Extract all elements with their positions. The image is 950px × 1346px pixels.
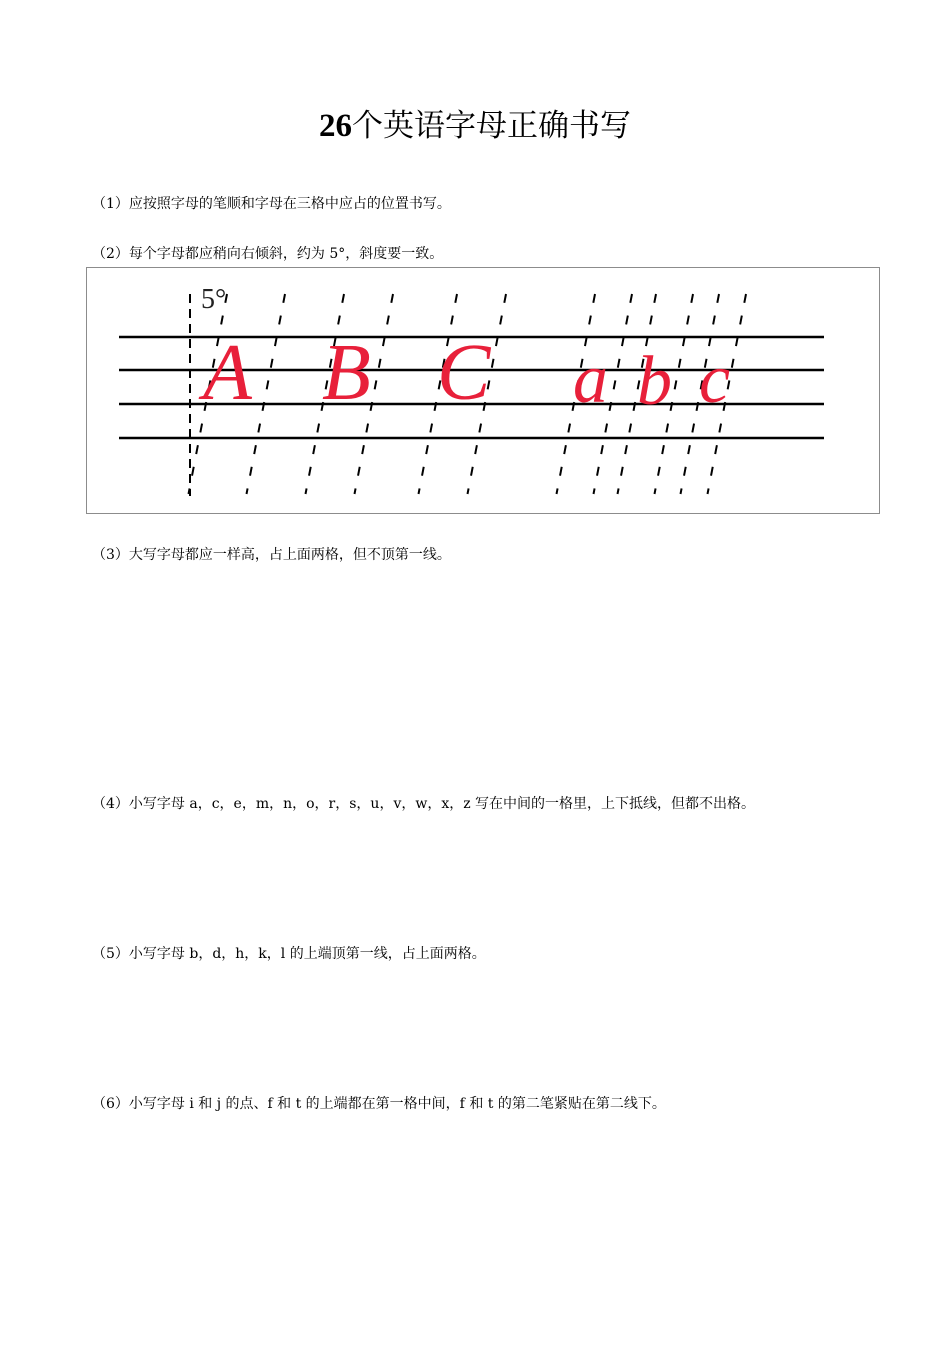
title-number: 26	[319, 108, 352, 144]
rule-1: （1）应按照字母的笔顺和字母在三格中应占的位置书写。	[92, 196, 451, 212]
letter-c: c	[699, 341, 731, 418]
page-title	[0, 104, 950, 148]
slant-figure-svg	[87, 268, 879, 513]
rule-4: （4）小写字母 a，c，e，m，n，o，r，s，u，v，w，x，z 写在中间的一格里，上下抵线，但都不出格。	[92, 796, 756, 812]
letter-b: b	[637, 343, 672, 420]
slant-guide-line	[247, 294, 285, 494]
letter-a: a	[573, 341, 608, 418]
rule-3: （3）大写字母都应一样高，占上面两格，但不顶第一线。	[92, 547, 451, 563]
letter-C: C	[437, 329, 491, 417]
rule-5: （5）小写字母 b，d，h，k，l 的上端顶第一线，占上面两格。	[92, 946, 486, 962]
letter-B: B	[322, 329, 371, 417]
angle-label: 5°	[201, 284, 227, 315]
slant-figure	[86, 267, 880, 514]
rule-2: （2）每个字母都应稍向右倾斜，约为 5°，斜度要一致。	[92, 246, 444, 262]
title-text: 个英语字母正确书写	[352, 108, 631, 144]
rule-6: （6）小写字母 i 和 j 的点、f 和 t 的上端都在第一格中间，f 和 t 的第二笔紧贴在第二线下。	[92, 1096, 666, 1112]
letter-A: A	[203, 329, 252, 417]
